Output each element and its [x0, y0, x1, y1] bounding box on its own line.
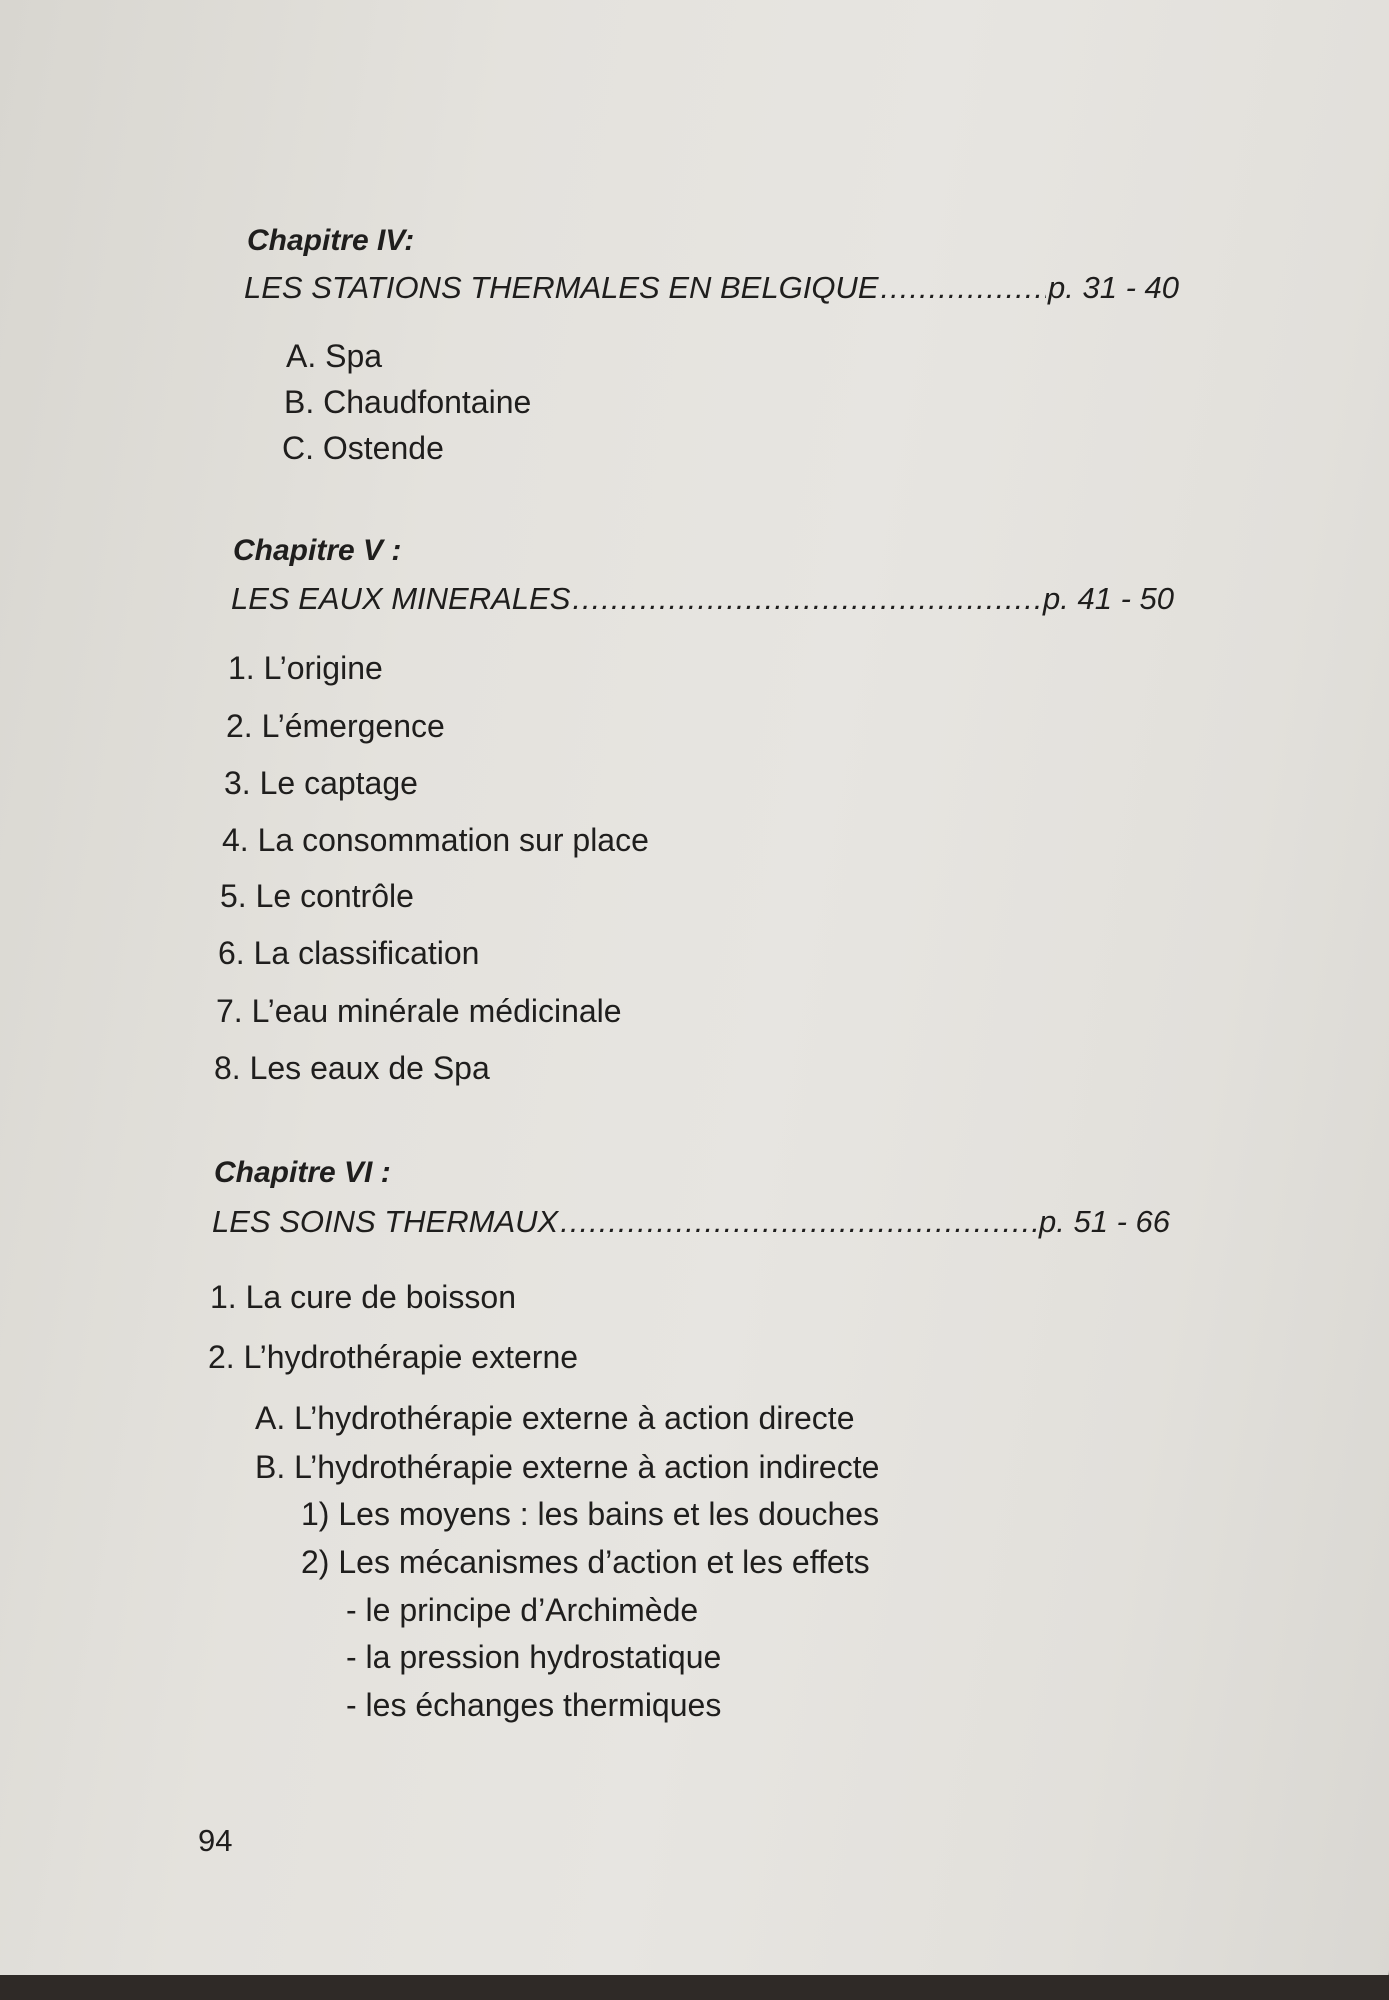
chapter-5-title-row: [231, 583, 1174, 614]
chapter-6-item-1: 1. La cure de boisson: [210, 1279, 516, 1315]
chapter-4-item-a: A. Spa: [286, 338, 383, 374]
chapter-5-item-5: 5. Le contrôle: [220, 878, 414, 914]
chapter-5-title: LES EAUX MINERALES: [231, 581, 571, 616]
chapter-6-subsubitem-1: 1) Les moyens : les bains et les douches: [301, 1496, 880, 1532]
chapter-4-title: LES STATIONS THERMALES EN BELGIQUE: [244, 270, 879, 305]
chapter-6-leader-dots: [560, 1206, 1037, 1237]
chapter-5-item-3: 3. Le captage: [224, 765, 418, 801]
chapter-6-title-row: [212, 1206, 1170, 1237]
chapter-6-subitem-b: B. L’hydrothérapie externe à action indirecte: [255, 1449, 880, 1485]
chapter-5-item-6: 6. La classification: [218, 935, 480, 971]
chapter-6-bullet-1: - le principe d’Archimède: [346, 1592, 699, 1628]
chapter-5-item-2: 2. L’émergence: [226, 708, 445, 744]
chapter-4-leader-dots: [881, 272, 1047, 303]
chapter-6-bullet-2: - la pression hydrostatique: [346, 1639, 722, 1675]
page-number: 94: [198, 1823, 233, 1858]
chapter-5-item-8: 8. Les eaux de Spa: [214, 1050, 490, 1086]
chapter-5-item-1: 1. L’origine: [228, 650, 383, 686]
chapter-5-heading: Chapitre V :: [233, 534, 402, 567]
chapter-6-bullet-3: - les échanges thermiques: [346, 1687, 722, 1723]
chapter-4-heading: Chapitre IV:: [247, 224, 415, 257]
chapter-4-item-c: C. Ostende: [282, 430, 444, 466]
chapter-6-pages: p. 51 - 66: [1039, 1204, 1170, 1239]
chapter-6-subsubitem-2: 2) Les mécanismes d’action et les effets: [301, 1544, 870, 1580]
chapter-6-title: LES SOINS THERMAUX: [212, 1204, 559, 1239]
chapter-5-pages: p. 41 - 50: [1043, 581, 1174, 616]
chapter-5-item-4: 4. La consommation sur place: [222, 822, 649, 858]
chapter-4-item-b: B. Chaudfontaine: [284, 384, 532, 420]
chapter-6-subitem-a: A. L’hydrothérapie externe à action directe: [255, 1400, 855, 1436]
chapter-6-item-2: 2. L’hydrothérapie externe: [208, 1339, 579, 1375]
chapter-5-item-7: 7. L’eau minérale médicinale: [216, 993, 622, 1029]
chapter-5-leader-dots: [572, 583, 1041, 614]
page-edge-shadow: [0, 1975, 1389, 2000]
chapter-4-pages: p. 31 - 40: [1048, 270, 1179, 305]
chapter-6-heading: Chapitre VI :: [214, 1156, 391, 1189]
chapter-4-title-row: [244, 272, 1179, 303]
